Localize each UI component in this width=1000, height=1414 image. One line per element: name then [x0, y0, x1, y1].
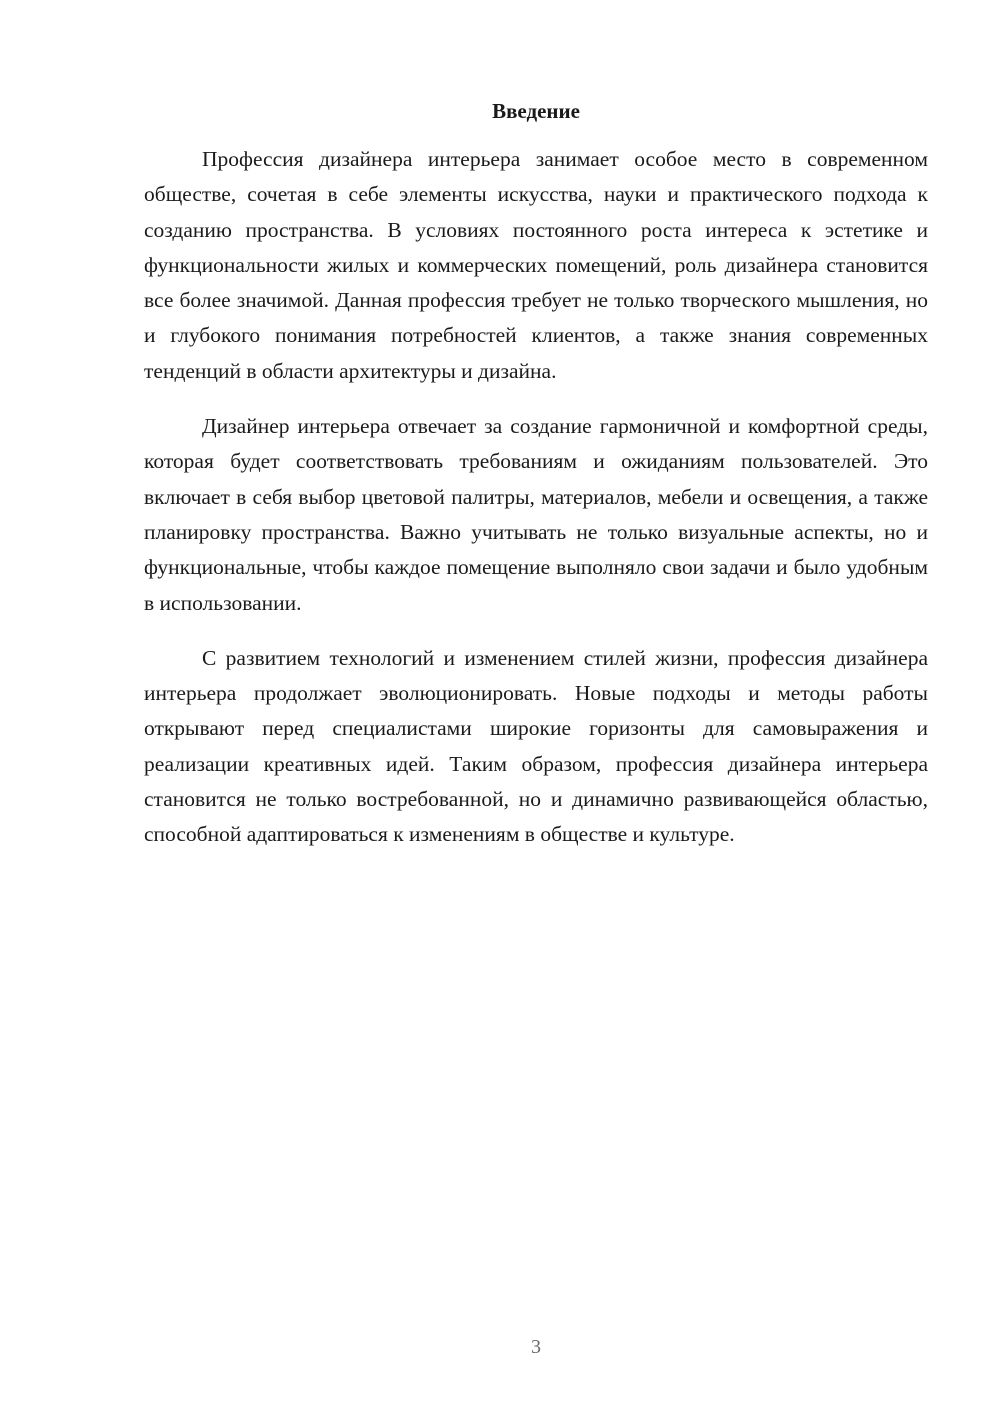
page-number: 3: [531, 1336, 541, 1358]
section-heading: Введение: [492, 99, 580, 123]
document-body: [144, 142, 928, 873]
paragraph-2: Дизайнер интерьера отвечает за создание гармоничной и комфортной среды, которая будет соответствовать требованиям и ожиданиям пользователей. Это включает в себя выбор цветовой палитры, материалов, мебели и освещения, а также планировку пространства. Важно учитывать не только визуальные аспекты, но и функциональные, чтобы каждое помещение выполняло свои задачи и было удобным в использовании.: [144, 414, 928, 615]
paragraph-3: С развитием технологий и изменением стилей жизни, профессия дизайнера интерьера продолжает эволюционировать. Новые подходы и методы работы открывают перед специалистами широкие горизонты для самовыражения и реализации креативных идей. Таким образом, профессия дизайнера интерьера становится не только востребованной, но и динамично развивающейся областью, способной адаптироваться к изменениям в обществе и культуре.: [144, 645, 928, 847]
paragraph-1: Профессия дизайнера интерьера занимает особое место в современном обществе, сочетая в себе элементы искусства, науки и практического подхода к созданию пространства. В условиях постоянного роста интереса к эстетике и функциональности жилых и коммерческих помещений, роль дизайнера становится все более значимой. Данная профессия требует не только творческого мышления, но и глубокого понимания потребностей клиентов, а также знания современных тенденций в области архитектуры и дизайна.: [144, 147, 928, 383]
